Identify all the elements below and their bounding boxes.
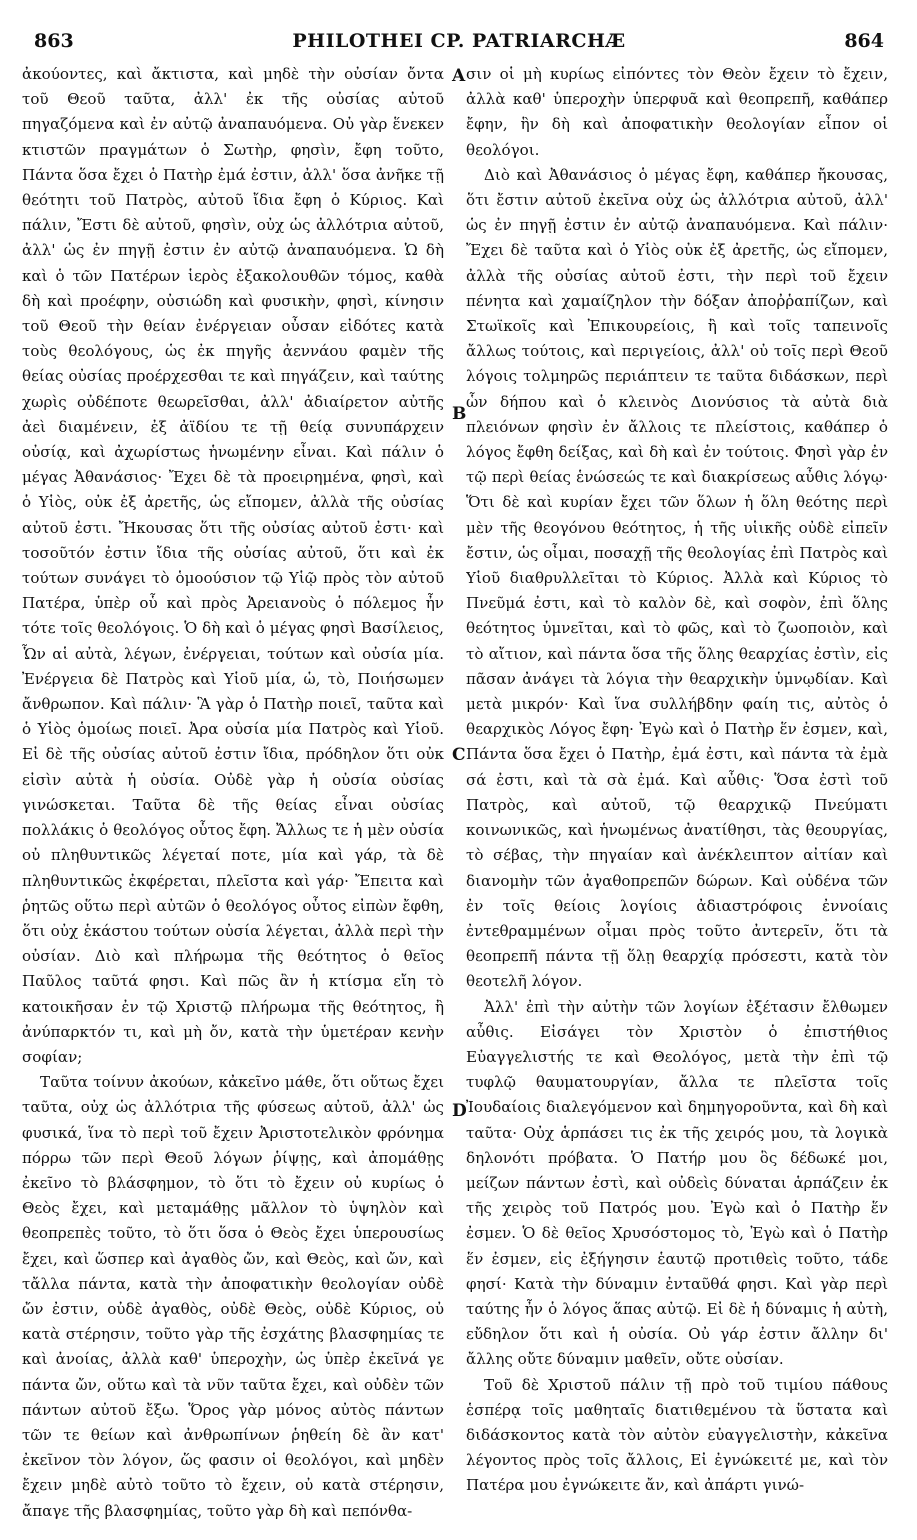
page-number-right: 864 — [844, 30, 884, 52]
margin-letter-d: D — [452, 1101, 467, 1121]
right-paragraph-2: Διὸ καὶ Ἀθανάσιος ὁ μέγας ἔφη, καθάπερ ἤκουσας, ὅτι ἔστιν αὐτοῦ ἐκεῖνα οὐχ ὡς ἀλλότρια αὐτοῦ, ἀλλ' ὡς ἐν πηγῇ ἐστιν ἐν αὐτῷ ἀναπαυόμενα. Καὶ πάλιν· Ἔχει δὲ ταῦτα καὶ ὁ Υἱὸς οὐκ ἐξ ἀρετῆς, ὡς εἴπομεν, ἀλλὰ τῆς οὐσίας αὐτοῦ ἐστι, τὴν περὶ τοῦ ἔχειν πένητα καὶ χαμαίζηλον τὴν δόξαν ἀποῤῥαπίζων, καὶ Στωϊκοῖς καὶ Ἐπικουρείοις, ἢ καὶ τοῖς ταπεινοῖς ἄλλως τούτοις, καὶ περιγείοις, ἀλλ' οὐ τοῖς περὶ Θεοῦ λόγοις τολμηρῶς περιάπτειν τε ταῦτα διδάσκων, περὶ ὧν δήπου καὶ ὁ κλεινὸς Διονύσιος τὰ αὐτὰ διὰ πλειόνων φησὶν ἐν ἄλλοις τε πλείστοις, καθάπερ ὁ λόγος ἔφθη δείξας, καὶ δὴ καὶ ἐν τούτοις. Φησὶ γὰρ ἐν τῷ περὶ θείας ἑνώσεώς τε καὶ διακρίσεως αὖθις λόγῳ· Ὅτι δὲ καὶ κυρίαν ἔχει τῶν ὅλων ἡ ὅλη θεότης περὶ μὲν τῆς θεογόνου θεότητος, ἡ τῆς υἱικῆς οὐδὲ εἰπεῖν ἔστιν, ὡς οἶμαι, ποσαχῇ τῆς θεολογίας ἐπὶ Πατρὸς καὶ Υἱοῦ διαθρυλλεῖται τὸ Κύριος. Ἀλλὰ καὶ Κύριος τὸ Πνεῦμά ἐστι, καὶ τὸ καλὸν δὲ, καὶ σοφὸν, ἐπὶ ὅλης θεότητος ὑμνεῖται, καὶ τὸ φῶς, καὶ τὸ ζωοποιὸν, καὶ τὸ αἴτιον, καὶ πάντα ὅσα τῆς ὅλης θεαρχίας ἐστὶν, εἰς πᾶσαν ἀνάγει τὰ λόγια τὴν θεαρχικὴν ὑμνῳδίαν. Καὶ μετὰ μικρόν· Καὶ ἵνα συλλήβδην φαίη τις, αὐτὸς ὁ θεαρχικὸς Λόγος ἔφη· Ἐγὼ καὶ ὁ Πατὴρ ἕν ἐσμεν, καὶ, Πάντα ὅσα ἔχει ὁ Πατὴρ, ἐμά ἐστι, καὶ πάντα τὰ ἐμὰ σά ἐστι, καὶ τὰ σὰ ἐμά. Καὶ αὖθις· Ὅσα ἐστὶ τοῦ Πατρὸς, καὶ αὐτοῦ, τῷ θεαρχικῷ Πνεύματι κοινωνικῶς, καὶ ἡνωμένως ἀνατίθησι, τὰς θεουργίας, τὸ σέβας, τὴν πηγαίαν καὶ ἀνέκλειπτον αἰτίαν καὶ διανομὴν τῶν ἀγαθοπρεπῶν δώρων. Καὶ οὐδένα τῶν ἐν τοῖς θείοις λογίοις ἀδιαστρόφοις ἐννοίαις ἐντεθραμμένων οἶμαι πρὸς τοῦτο ἀντερεῖν, ὅτι τὰ θεοπρεπῆ πάντα τῇ ὅλῃ θεαρχίᾳ πρόσεστι, κατὰ τὸν θεοτελῆ λόγον. — [466, 165, 888, 991]
page-header — [34, 30, 884, 56]
left-column — [22, 62, 444, 1532]
margin-letter-a: A — [452, 66, 466, 86]
right-column — [466, 62, 888, 1532]
right-paragraph-1: σιν οἱ μὴ κυρίως εἰπόντες τὸν Θεὸν ἔχειν τὸ ἔχειν, ἀλλὰ καθ' ὑπεροχὴν ὑπερφυᾶ καὶ θεοπρεπῆ, καθάπερ ἔφην, ἣν δὴ καὶ ἀποφατικὴν θεολογίαν εἶπον οἱ θεολόγοι. — [466, 65, 888, 159]
right-paragraph-4: Τοῦ δὲ Χριστοῦ πάλιν τῇ πρὸ τοῦ τιμίου πάθους ἑσπέρᾳ τοῖς μαθηταῖς διατιθεμένου τὰ ὕστατα καὶ διδάσκοντος κατὰ τὸν αὐτὸν εὐαγγελιστὴν, κἀκεῖνα λέγοντος πρὸς τοῖς ἄλλοις, Εἰ ἐγνώκειτέ με, καὶ τὸν Πατέρα μου ἐγνώκειτε ἄν, καὶ ἀπάρτι γινώ- — [466, 1375, 888, 1495]
left-paragraph-1: ἀκούοντες, καὶ ἄκτιστα, καὶ μηδὲ τὴν οὐσίαν ὄντα τοῦ Θεοῦ ταῦτα, ἀλλ' ἐκ τῆς οὐσίας αὐτοῦ πηγαζόμενα καὶ ἐν αὐτῷ ἀναπαυόμενα. Οὐ γὰρ ἕνεκεν κτιστῶν πραγμάτων ὁ Σωτὴρ, φησὶν, ἔφη τοῦτο, Πάντα ὅσα ἔχει ὁ Πατὴρ ἐμά ἐστιν, ἀλλ' ὅσα ἀνῆκε τῇ θεότητι τοῦ Πατρὸς, αὐτοῦ ἴδια ἔφη ὁ Κύριος. Καὶ πάλιν, Ἔστι δὲ αὐτοῦ, φησὶν, οὐχ ὡς ἀλλότρια αὐτοῦ, ἀλλ' ὡς ἐν πηγῇ ἐστιν ἐν αὐτῷ ἀναπαυόμενα. Ὡ δὴ καὶ ὁ τῶν Πατέρων ἱερὸς ἐξακολουθῶν τόμος, καθὰ δὴ καὶ προέφην, οὐσιώδη καὶ φυσικὴν, φησὶ, κίνησιν τοῦ Θεοῦ τὴν θείαν ἐνέργειαν οὖσαν εἰδότες κατὰ τοὺς θεολόγους, ὡς ἐκ πηγῆς ἀεννάου φαμὲν τῆς θείας οὐσίας προέρχεσθαι τε καὶ πηγάζειν, καὶ ταύτης χωρὶς οὐδέποτε θεωρεῖσθαι, ἀλλ' ἀδιαίρετον αὐτῆς ἀεὶ διαμένειν, ἐξ ἀϊδίου τε τῇ θείᾳ συνυπάρχειν οὐσίᾳ, καὶ ἀχωρίστως ἡνωμένην εἶναι. Καὶ πάλιν ὁ μέγας Ἀθανάσιος· Ἔχει δὲ τὰ προειρημένα, φησὶ, καὶ ὁ Υἱὸς, οὐκ ἐξ ἀρετῆς, ὡς εἴπομεν, ἀλλὰ τῆς οὐσίας αὐτοῦ ἐστι. Ἤκουσας ὅτι τῆς οὐσίας αὐτοῦ ἐστι· καὶ τοσοῦτόν ἐστιν ἴδια τῆς οὐσίας αὐτοῦ, ὅτι καὶ ἐκ τούτων συνάγει τὸ ὁμοούσιον τῷ Υἱῷ πρὸς τὸν αὐτοῦ Πατέρα, ὑπὲρ οὗ καὶ πρὸς Ἀρειανοὺς ὁ πόλεμος ἦν τότε τοῖς θεολόγοις. Ὁ δὴ καὶ ὁ μέγας φησὶ Βασίλειος, Ὧν αἱ αὐτὰ, λέγων, ἐνέργειαι, τούτων καὶ οὐσία μία. Ἐνέργεια δὲ Πατρὸς καὶ Υἱοῦ μία, ὡ, τὸ, Ποιήσωμεν ἄνθρωπον. Καὶ πάλιν· Ἃ γὰρ ὁ Πατὴρ ποιεῖ, ταῦτα καὶ ὁ Υἱὸς ὁμοίως ποιεῖ. Ἀρα οὐσία μία Πατρὸς καὶ Υἱοῦ. Εἰ δὲ τῆς οὐσίας αὐτοῦ ἐστιν ἴδια, πρόδηλον ὅτι οὐκ εἰσὶν αὐτὰ ἡ οὐσία. Οὐδὲ γὰρ ἡ οὐσία οὐσίας γινώσκεται. Ταῦτα δὲ τῆς θείας εἶναι οὐσίας πολλάκις ὁ θεολόγος οὗτος ἔφη. Ἄλλως τε ἡ μὲν οὐσία οὐ πληθυντικῶς λέγεταί ποτε, μία καὶ γάρ, τὰ δὲ πληθυντικῶς ἐκφέρεται, πλεῖστα καὶ γάρ· Ἔπειτα καὶ ῥητῶς οὕτω περὶ αὐτῶν ὁ θεολόγος οὗτος εἰπὼν ἔφθη, ὅτι οὐχ ἑκάστου τούτων οὐσία λέγεται, ἀλλὰ περὶ τὴν οὐσίαν. Διὸ καὶ πλήρωμα τῆς θεότητος ὁ θεῖος Παῦλος ταῦτά φησι. Καὶ πῶς ἂν ἡ κτίσμα εἴη τὸ κατοικῆσαν ἐν τῷ Χριστῷ πλήρωμα τῆς θεότητος, ἢ ἀνύπαρκτόν τι, καὶ μὴ ὄν, κατὰ τὴν ὑμετέραν κενὴν σοφίαν; — [22, 65, 444, 1066]
running-title: PHILOTHEI CP. PATRIARCHÆ — [292, 30, 626, 52]
margin-letter-b: B — [452, 404, 467, 424]
page-number-left: 863 — [34, 30, 74, 52]
right-paragraph-3: Ἀλλ' ἐπὶ τὴν αὐτὴν τῶν λογίων ἐξέτασιν ἔλθωμεν αὖθις. Εἰσάγει τὸν Χριστὸν ὁ ἐπιστήθιος Εὐαγγελιστής τε καὶ Θεολόγος, μετὰ τὴν ἐπὶ τῷ τυφλῷ θαυματουργίαν, ἄλλα τε πλεῖστα τοῖς Ἰουδαίοις διαλεγόμενον καὶ δημηγοροῦντα, καὶ δὴ καὶ ταῦτα· Οὐχ ἁρπάσει τις ἐκ τῆς χειρός μου, τὰ λογικὰ δηλονότι πρόβατα. Ὁ Πατήρ μου ὃς δέδωκέ μοι, μείζων πάντων ἐστὶ, καὶ οὐδεὶς δύναται ἁρπάζειν ἐκ τῆς χειρὸς τοῦ Πατρός μου. Ἐγὼ καὶ ὁ Πατὴρ ἕν ἐσμεν. Ὁ δὲ θεῖος Χρυσόστομος τὸ, Ἐγὼ καὶ ὁ Πατὴρ ἕν ἐσμεν, εἰς ἐξήγησιν ἑαυτῷ προτιθεὶς τοῦτο, τάδε φησί· Κατὰ τὴν δύναμιν ἐνταῦθά φησι. Καὶ γὰρ περὶ ταύτης ἦν ὁ λόγος ἅπας αὐτῷ. Εἰ δὲ ἡ δύναμις ἡ αὐτὴ, εὔδηλον ὅτι καὶ ἡ οὐσία. Οὐ γάρ ἐστιν ἄλλην δι' ἄλλης οὔτε δύναμιν μαθεῖν, οὔτε οὐσίαν. — [466, 997, 888, 1369]
left-paragraph-2: Ταῦτα τοίνυν ἀκούων, κἀκεῖνο μάθε, ὅτι οὕτως ἔχει ταῦτα, οὐχ ὡς ἀλλότρια τῆς φύσεως αὐτοῦ, ἀλλ' ὡς φυσικά, ἵνα τὸ περὶ τοῦ ἔχειν Ἀριστοτελικὸν φρόνημα πόρρω τῶν περὶ Θεοῦ λόγων ῥίψῃς, καὶ ἀπομάθῃς ἐκεῖνο τὸ βλάσφημον, τὸ ὅτι τὸ ἔχειν οὐ κυρίως ὁ Θεὸς ἔχει, καὶ μεταμάθῃς μᾶλλον τὸ ὑψηλὸν καὶ θεοπρεπὲς τοῦτο, τὸ ὅτι ὅσα ὁ Θεὸς ἔχει ὑπερουσίως ἔχει, καὶ ὥσπερ καὶ ἀγαθὸς ὤν, καὶ Θεὸς, καὶ ὤν, καὶ τἄλλα πάντα, κατὰ τὴν ἀποφατικὴν θεολογίαν οὐδὲ ὤν ἐστιν, οὐδὲ ἀγαθὸς, οὐδὲ Θεὸς, οὐδὲ Κύριος, οὐ κατὰ στέρησιν, τοῦτο γὰρ τῆς ἐσχάτης βλασφημίας τε καὶ ἀνοίας, ἀλλὰ καθ' ὑπεροχὴν, ὡς ὑπὲρ ἐκεῖνά γε πάντα ὤν, οὕτω καὶ τὰ νῦν ταῦτα ἔχει, καὶ οὐδὲν τῶν πάντων αὐτοῦ ἔξω. Ὅρος γὰρ μόνος αὐτὸς πάντων τῶν τε θείων καὶ ἀνθρωπίνων ῥηθείη δὲ ἂν κατ' ἐκεῖνον τὸν λόγον, ὥς φασιν οἱ θεολόγοι, καὶ μηδὲν ἔχειν μηδὲ αὐτὸ τοῦτο τὸ ἔχειν, οὐ κατὰ στέρησιν, ἄπαγε τῆς βλασφημίας, τοῦτο γὰρ δὴ καὶ πεπόνθα- — [22, 1073, 444, 1520]
margin-letter-c: C — [452, 745, 466, 765]
